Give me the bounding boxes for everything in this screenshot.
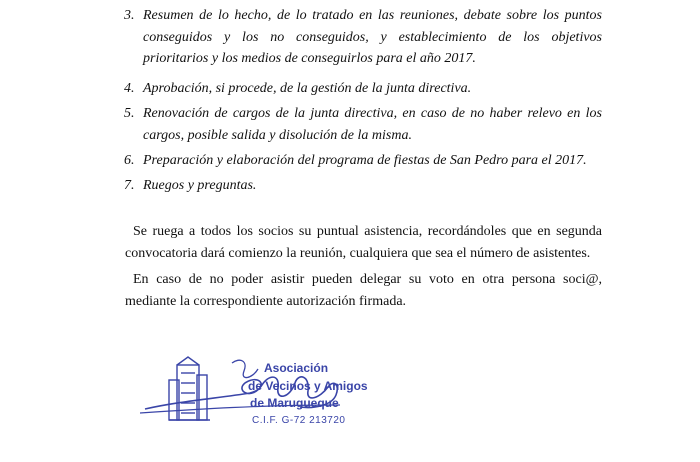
agenda-item-number: 5. <box>124 106 135 121</box>
seal-line-2: de Vecinos y Amigos <box>248 379 368 393</box>
agenda-item-line: cargos, posible salida y disolución de la misma. <box>143 127 412 143</box>
agenda-item-line: Ruegos y preguntas. <box>143 178 257 193</box>
paragraph-line: En caso de no poder asistir pueden delegar su voto en otra persona soci@, <box>133 272 602 287</box>
agenda-item-line: Resumen de lo hecho, de lo tratado en las reuniones, debate sobre los puntos <box>143 8 602 23</box>
agenda-item-line: Renovación de cargos de la junta directiva, en caso de no haber relevo en los <box>143 106 602 121</box>
paragraph-line: mediante la correspondiente autorización firmada. <box>125 294 407 309</box>
agenda-item-number: 7. <box>124 178 135 193</box>
delegation-paragraph <box>125 269 602 313</box>
agenda-item-line: conseguidos y los no conseguidos, y establecimiento de los objetivos <box>143 29 602 45</box>
agenda-item-number: 4. <box>124 81 135 96</box>
association-seal <box>140 343 370 453</box>
attendance-paragraph <box>125 221 602 265</box>
seal-line-1: Asociación <box>264 361 329 375</box>
agenda-item-number: 6. <box>124 153 135 168</box>
agenda-item-line: prioritarios y los medios de conseguirlos para el año 2017. <box>143 51 476 66</box>
seal-cif: C.I.F. G-72 213720 <box>252 415 346 426</box>
paragraph-line: Se ruega a todos los socios su puntual asistencia, recordándoles que en segunda <box>133 224 602 239</box>
agenda-item-line: Preparación y elaboración del programa de fiestas de San Pedro para el 2017. <box>143 153 587 168</box>
seal-line-3: de Marugueque <box>250 396 339 410</box>
agenda-item-number: 3. <box>124 8 135 23</box>
agenda-item-line: Aprobación, si procede, de la gestión de la junta directiva. <box>143 81 472 96</box>
paragraph-line: convocatoria dará comienzo la reunión, cualquiera que sea el número de asistentes. <box>125 246 591 261</box>
